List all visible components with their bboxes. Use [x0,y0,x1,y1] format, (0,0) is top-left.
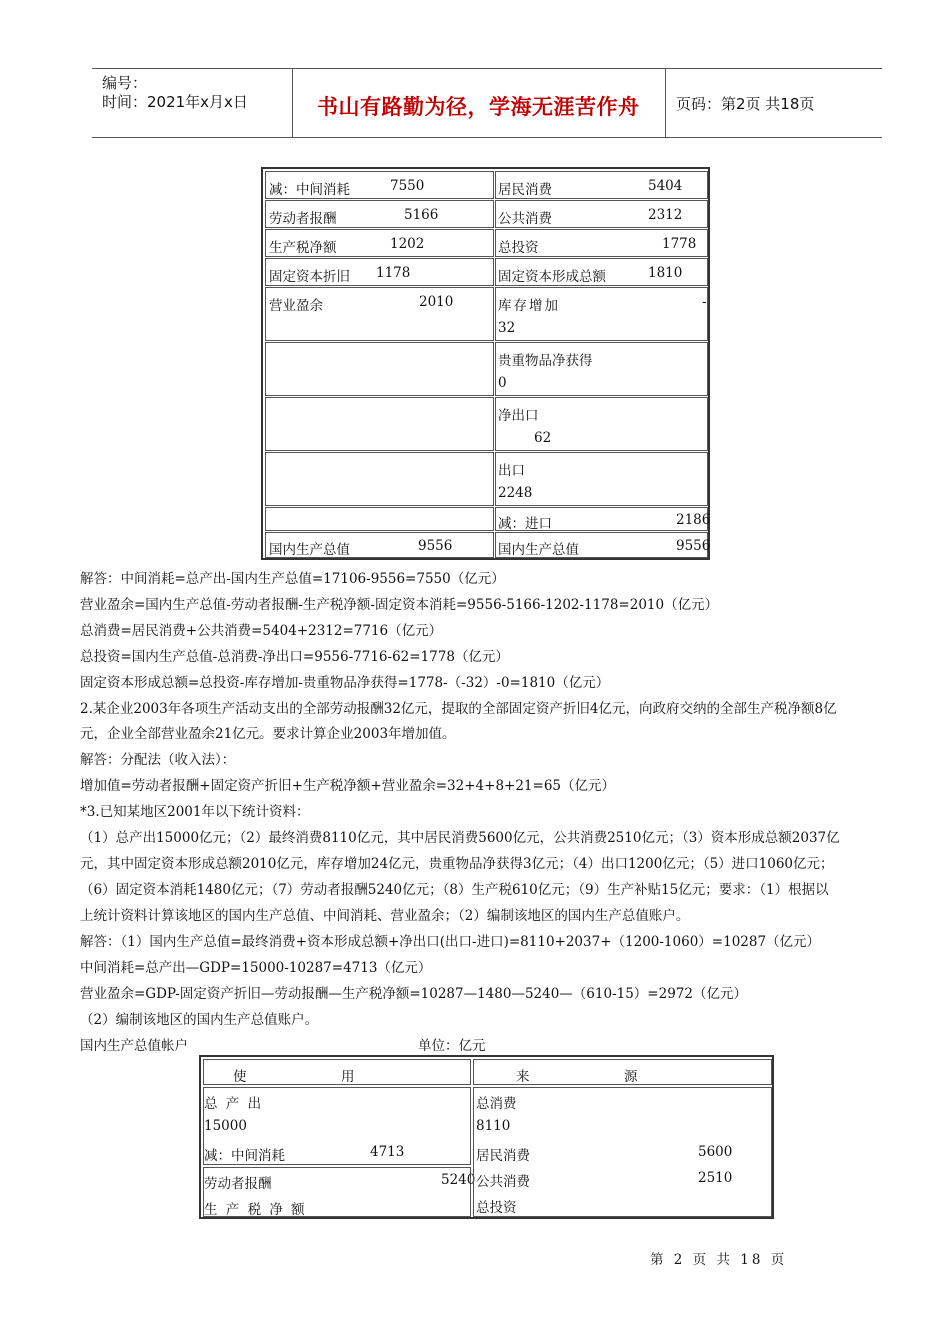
paragraph: 营业盈余=国内生产总值-劳动者报酬-生产税净额-固定资本消耗=9556-5166-1202-1178=2010（亿元） [80,597,719,613]
table-cell: 公共消费 2312 [495,200,708,228]
table-cell: 减：中间消耗 7550 [265,171,494,199]
paragraph: 总投资=国内生产总值-总消费-净出口=9556-7716-62=1778（亿元） [80,649,509,665]
paragraph: 营业盈余=GDP-固定资产折旧—劳动报酬—生产税净额=10287—1480—5240—（610-15）=2972（亿元） [80,986,747,1002]
paragraph: 解答：分配法（收入法）： [80,752,236,768]
paragraph: 中间消耗=总产出—GDP=15000-10287=4713（亿元） [80,960,432,976]
paragraph: 上统计资料计算该地区的国内生产总值、中间消耗、营业盈余；（2）编制该地区的国内生产总值账户。 [80,908,690,924]
gdp-table [261,167,710,560]
use-block: 劳动者报酬 5240 生 产 税 净 额 [203,1167,471,1217]
paragraph: 元，企业全部营业盈余21亿元。要求计算企业2003年增加值。 [80,726,456,742]
time-label: 时间：2021年x月x日 [102,93,248,111]
table-cell: 出口 2248 [495,452,708,506]
header-page [666,69,882,137]
table-cell: 净出口 62 [495,397,708,451]
motto-text: 书山有路勤为径，学海无涯苦作舟 [317,95,640,119]
paragraph: 解答：中间消耗=总产出-国内生产总值=17106-9556=7550（亿元） [80,571,505,587]
paragraph: *3.已知某地区2001年以下统计资料： [80,804,310,820]
source-header: 来 源 [473,1059,772,1085]
paragraph: （6）固定资本消耗1480亿元；（7）劳动者报酬5240亿元；（8）生产税610亿元；（9）生产补贴15亿元；要求：（1）根据以 [80,882,829,898]
table-cell: 国内生产总值 9556 [495,532,708,558]
table-cell: 贵重物品净获得 0 [495,342,708,396]
paragraph: 元，其中固定资本形成总额2010亿元，库存增加24亿元，贵重物品净获得3亿元；（4）出口1200亿元；（5）进口1060亿元； [80,856,834,872]
page-header [92,68,882,138]
header-meta [92,69,293,137]
page-label: 页码：第2页 共18页 [676,95,815,113]
code-label: 编号： [102,74,148,92]
paragraph: （2）编制该地区的国内生产总值账户。 [80,1012,319,1028]
paragraph: 增加值=劳动者报酬+固定资产折旧+生产税净额+营业盈余=32+4+8+21=65（亿元） [80,778,616,794]
paragraph: 解答：（1）国内生产总值=最终消费+资本形成总额+净出口(出口-进口)=8110+2037+（1200-1060）=10287（亿元） [80,934,821,950]
table-cell [265,397,494,451]
table-cell: 营业盈余 2010 [265,287,494,341]
table-cell: 减：进口 2186 [495,507,708,531]
table-cell: 总投资 1778 [495,229,708,257]
use-header: 使 用 [203,1059,471,1085]
paragraph: 总消费=居民消费+公共消费=5404+2312=7716（亿元） [80,623,443,639]
table-cell [265,507,494,531]
table-cell: 固定资本折旧 1178 [265,258,494,286]
page-footer: 第 2 页 共 18 页 [650,1252,788,1268]
table-cell [265,342,494,396]
account-unit: 单位：亿元 [418,1038,486,1054]
account-title: 国内生产总值帐户 [80,1038,188,1054]
table-cell: 固定资本形成总额 1810 [495,258,708,286]
table-cell: 库存增加 - 32 [495,287,708,341]
table-cell: 居民消费 5404 [495,171,708,199]
paragraph: 2.某企业2003年各项生产活动支出的全部劳动报酬32亿元，提取的全部固定资产折旧4亿元，向政府交纳的全部生产税净额8亿 [80,701,837,717]
table-cell: 国内生产总值 9556 [265,532,494,558]
paragraph: 固定资本形成总额=总投资-库存增加-贵重物品净获得=1778-（-32）-0=1810（亿元） [80,675,610,691]
source-block: 总消费 8110 居民消费 5600 公共消费 2510 总投资 [473,1087,772,1217]
table-cell: 劳动者报酬 5166 [265,200,494,228]
paragraph: （1）总产出15000亿元；（2）最终消费8110亿元，其中居民消费5600亿元，公共消费2510亿元；（3）资本形成总额2037亿 [80,830,840,846]
header-motto [293,69,666,137]
table-cell: 生产税净额 1202 [265,229,494,257]
table-cell [265,452,494,506]
account-table [199,1055,774,1219]
use-block: 总 产 出 15000 减：中间消耗 4713 [203,1087,471,1165]
